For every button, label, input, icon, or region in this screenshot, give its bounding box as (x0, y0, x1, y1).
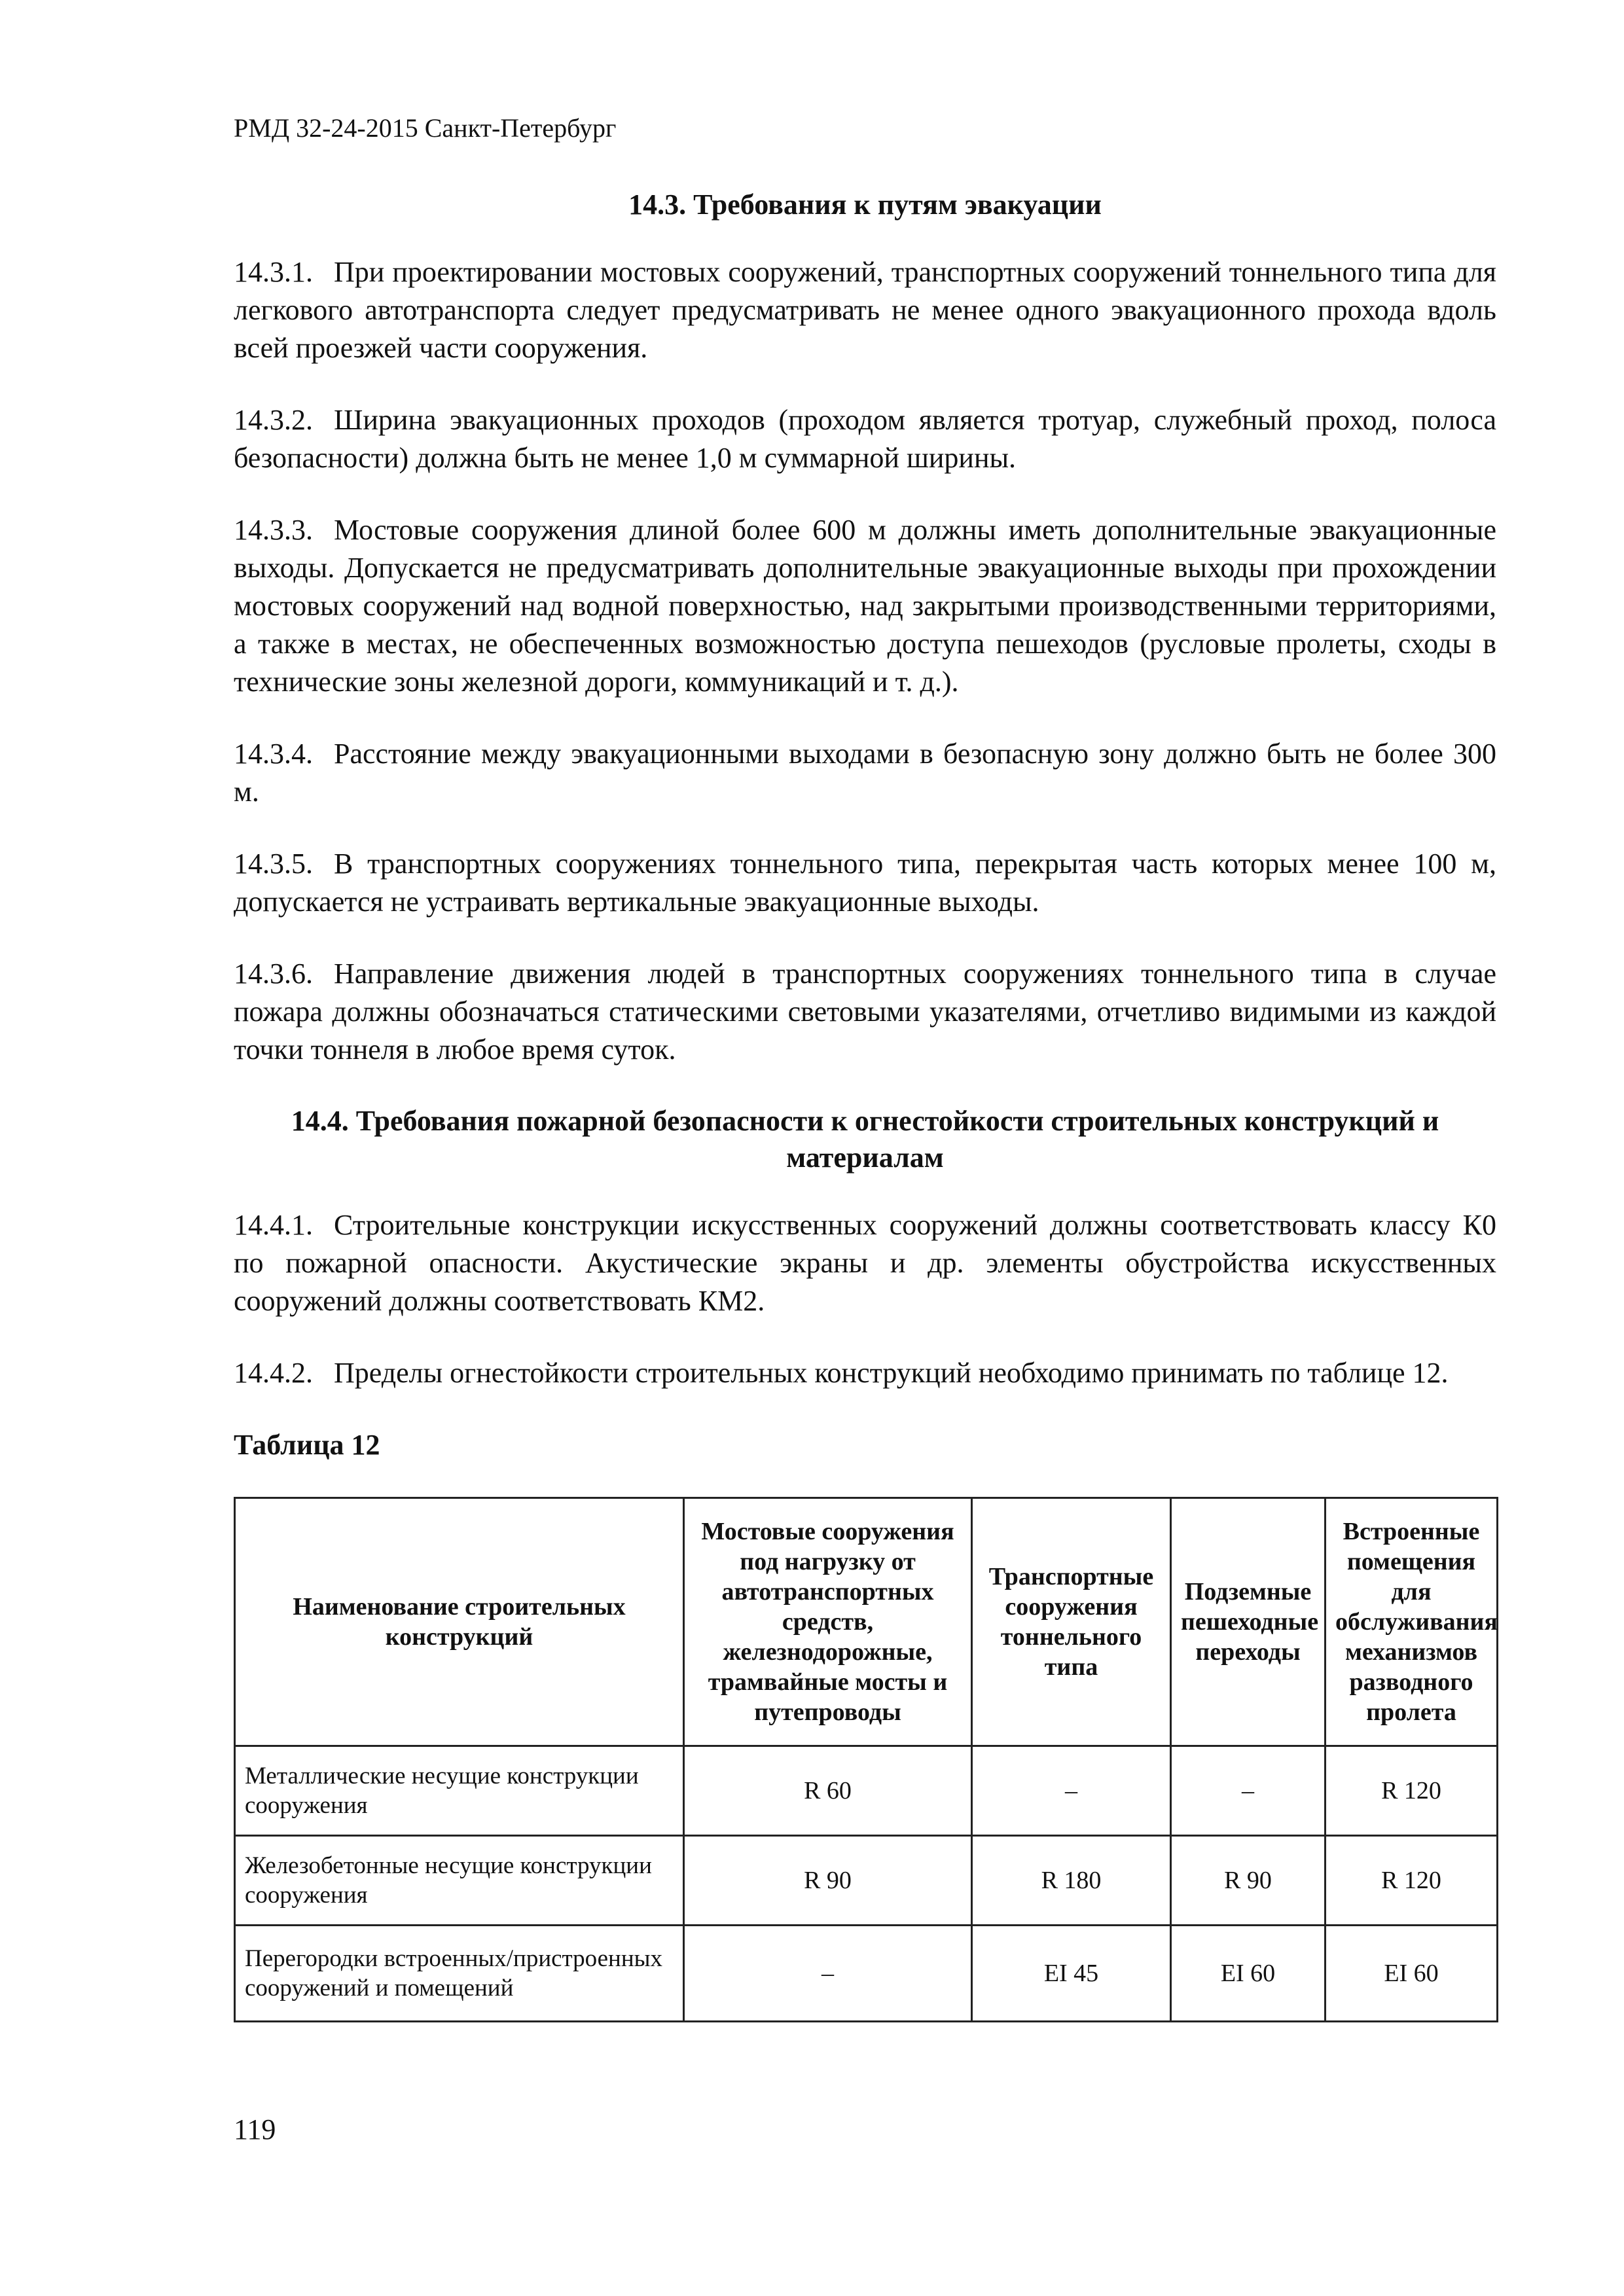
paragraph-14-3-6 (234, 955, 1496, 1069)
column-header: Подземные пешеходные переходы (1171, 1498, 1326, 1746)
paragraph-14-4-1 (234, 1206, 1496, 1320)
table-caption: Таблица 12 (234, 1429, 380, 1461)
table-header-row (235, 1498, 1498, 1746)
paragraph-14-4-2 (234, 1354, 1496, 1392)
column-header: Транспортные сооружения тоннельного типа (972, 1498, 1171, 1746)
paragraph-14-3-3 (234, 511, 1496, 701)
section-heading-14-4: 14.4. Требования пожарной безопасности к огнестойкости строительных конструкций и материалам (291, 1105, 1439, 1174)
paragraph-14-3-5 (234, 845, 1496, 921)
table-cell: R 90 (684, 1836, 972, 1926)
table-cell: R 120 (1326, 1746, 1498, 1836)
section-heading-14-3: 14.3. Требования к путям эвакуации (628, 188, 1102, 221)
table-cell: EI 60 (1171, 1926, 1326, 2022)
running-header: РМД 32-24-2015 Санкт-Петербург (234, 113, 617, 143)
table-cell: – (684, 1926, 972, 2022)
paragraph-text: При проектировании мостовых сооружений, транспортных сооружений тоннельного типа для легкового автотранспорта следует предусматривать не менее одного эвакуационного прохода вдоль всей проезжей части сооружения. (234, 256, 1496, 364)
table-cell: R 60 (684, 1746, 972, 1836)
column-header: Наименование строительных конструкций (235, 1498, 684, 1746)
paragraph-number: 14.3.6. (234, 958, 313, 990)
paragraph-text: В транспортных сооружениях тоннельного типа, перекрытая часть которых менее 100 м, допускается не устраивать вертикальные эвакуационные выходы. (234, 848, 1496, 918)
paragraph-number: 14.4.2. (234, 1357, 313, 1389)
table-cell: – (972, 1746, 1171, 1836)
table-cell: R 90 (1171, 1836, 1326, 1926)
paragraph-number: 14.3.1. (234, 256, 313, 288)
paragraph-number: 14.4.1. (234, 1209, 313, 1241)
paragraph-number: 14.3.3. (234, 514, 313, 546)
paragraph-number: 14.3.5. (234, 848, 313, 880)
table-cell: EI 45 (972, 1926, 1171, 2022)
table-cell: Железобетонные несущие конструкции сооружения (235, 1836, 684, 1926)
table-cell: Перегородки встроенных/пристроенных сооружений и помещений (235, 1926, 684, 2022)
paragraph-text: Расстояние между эвакуационными выходами в безопасную зону должно быть не более 300 м. (234, 738, 1496, 808)
table-cell: R 180 (972, 1836, 1171, 1926)
column-header: Мостовые сооружения под нагрузку от автотранспортных средств, железнодорожные, трамвайные мосты и путепроводы (684, 1498, 972, 1746)
paragraph-14-3-1 (234, 253, 1496, 367)
paragraph-text: Пределы огнестойкости строительных конструкций необходимо принимать по таблице 12. (334, 1357, 1449, 1389)
table-row (235, 1836, 1498, 1926)
column-header: Встроенные помещения для обслуживания механизмов разводного пролета (1326, 1498, 1498, 1746)
paragraph-14-3-2 (234, 401, 1496, 477)
page-number: 119 (234, 2113, 276, 2145)
table-cell: EI 60 (1326, 1926, 1498, 2022)
paragraph-text: Мостовые сооружения длиной более 600 м должны иметь дополнительные эвакуационные выходы. Допускается не предусматривать дополнительные эвакуационные выходы при прохождении мостовых сооружений над водной поверхностью, над закрытыми производственными территориями, а также в местах, не обеспеченных возможностью доступа пешеходов (русловые пролеты, сходы в технические зоны железной дороги, коммуникаций и т. д.). (234, 514, 1496, 698)
table-cell: R 120 (1326, 1836, 1498, 1926)
paragraph-number: 14.3.4. (234, 738, 313, 770)
table-cell: Металлические несущие конструкции сооружения (235, 1746, 684, 1836)
paragraph-text: Ширина эвакуационных проходов (проходом является тротуар, служебный проход, полоса безопасности) должна быть не менее 1,0 м суммарной ширины. (234, 404, 1496, 474)
paragraph-number: 14.3.2. (234, 404, 313, 436)
table-row (235, 1746, 1498, 1836)
paragraph-text: Строительные конструкции искусственных сооружений должны соответствовать классу К0 по пожарной опасности. Акустические экраны и др. элементы обустройства искусственных сооружений должны соответствовать КМ2. (234, 1209, 1496, 1317)
table-row (235, 1926, 1498, 2022)
page-content (234, 187, 1496, 2022)
table-cell: – (1171, 1746, 1326, 1836)
fire-resistance-table (234, 1497, 1498, 2022)
paragraph-14-3-4 (234, 735, 1496, 811)
paragraph-text: Направление движения людей в транспортных сооружениях тоннельного типа в случае пожара должны обозначаться статическими световыми указателями, отчетливо видимыми из каждой точки тоннеля в любое время суток. (234, 958, 1496, 1066)
